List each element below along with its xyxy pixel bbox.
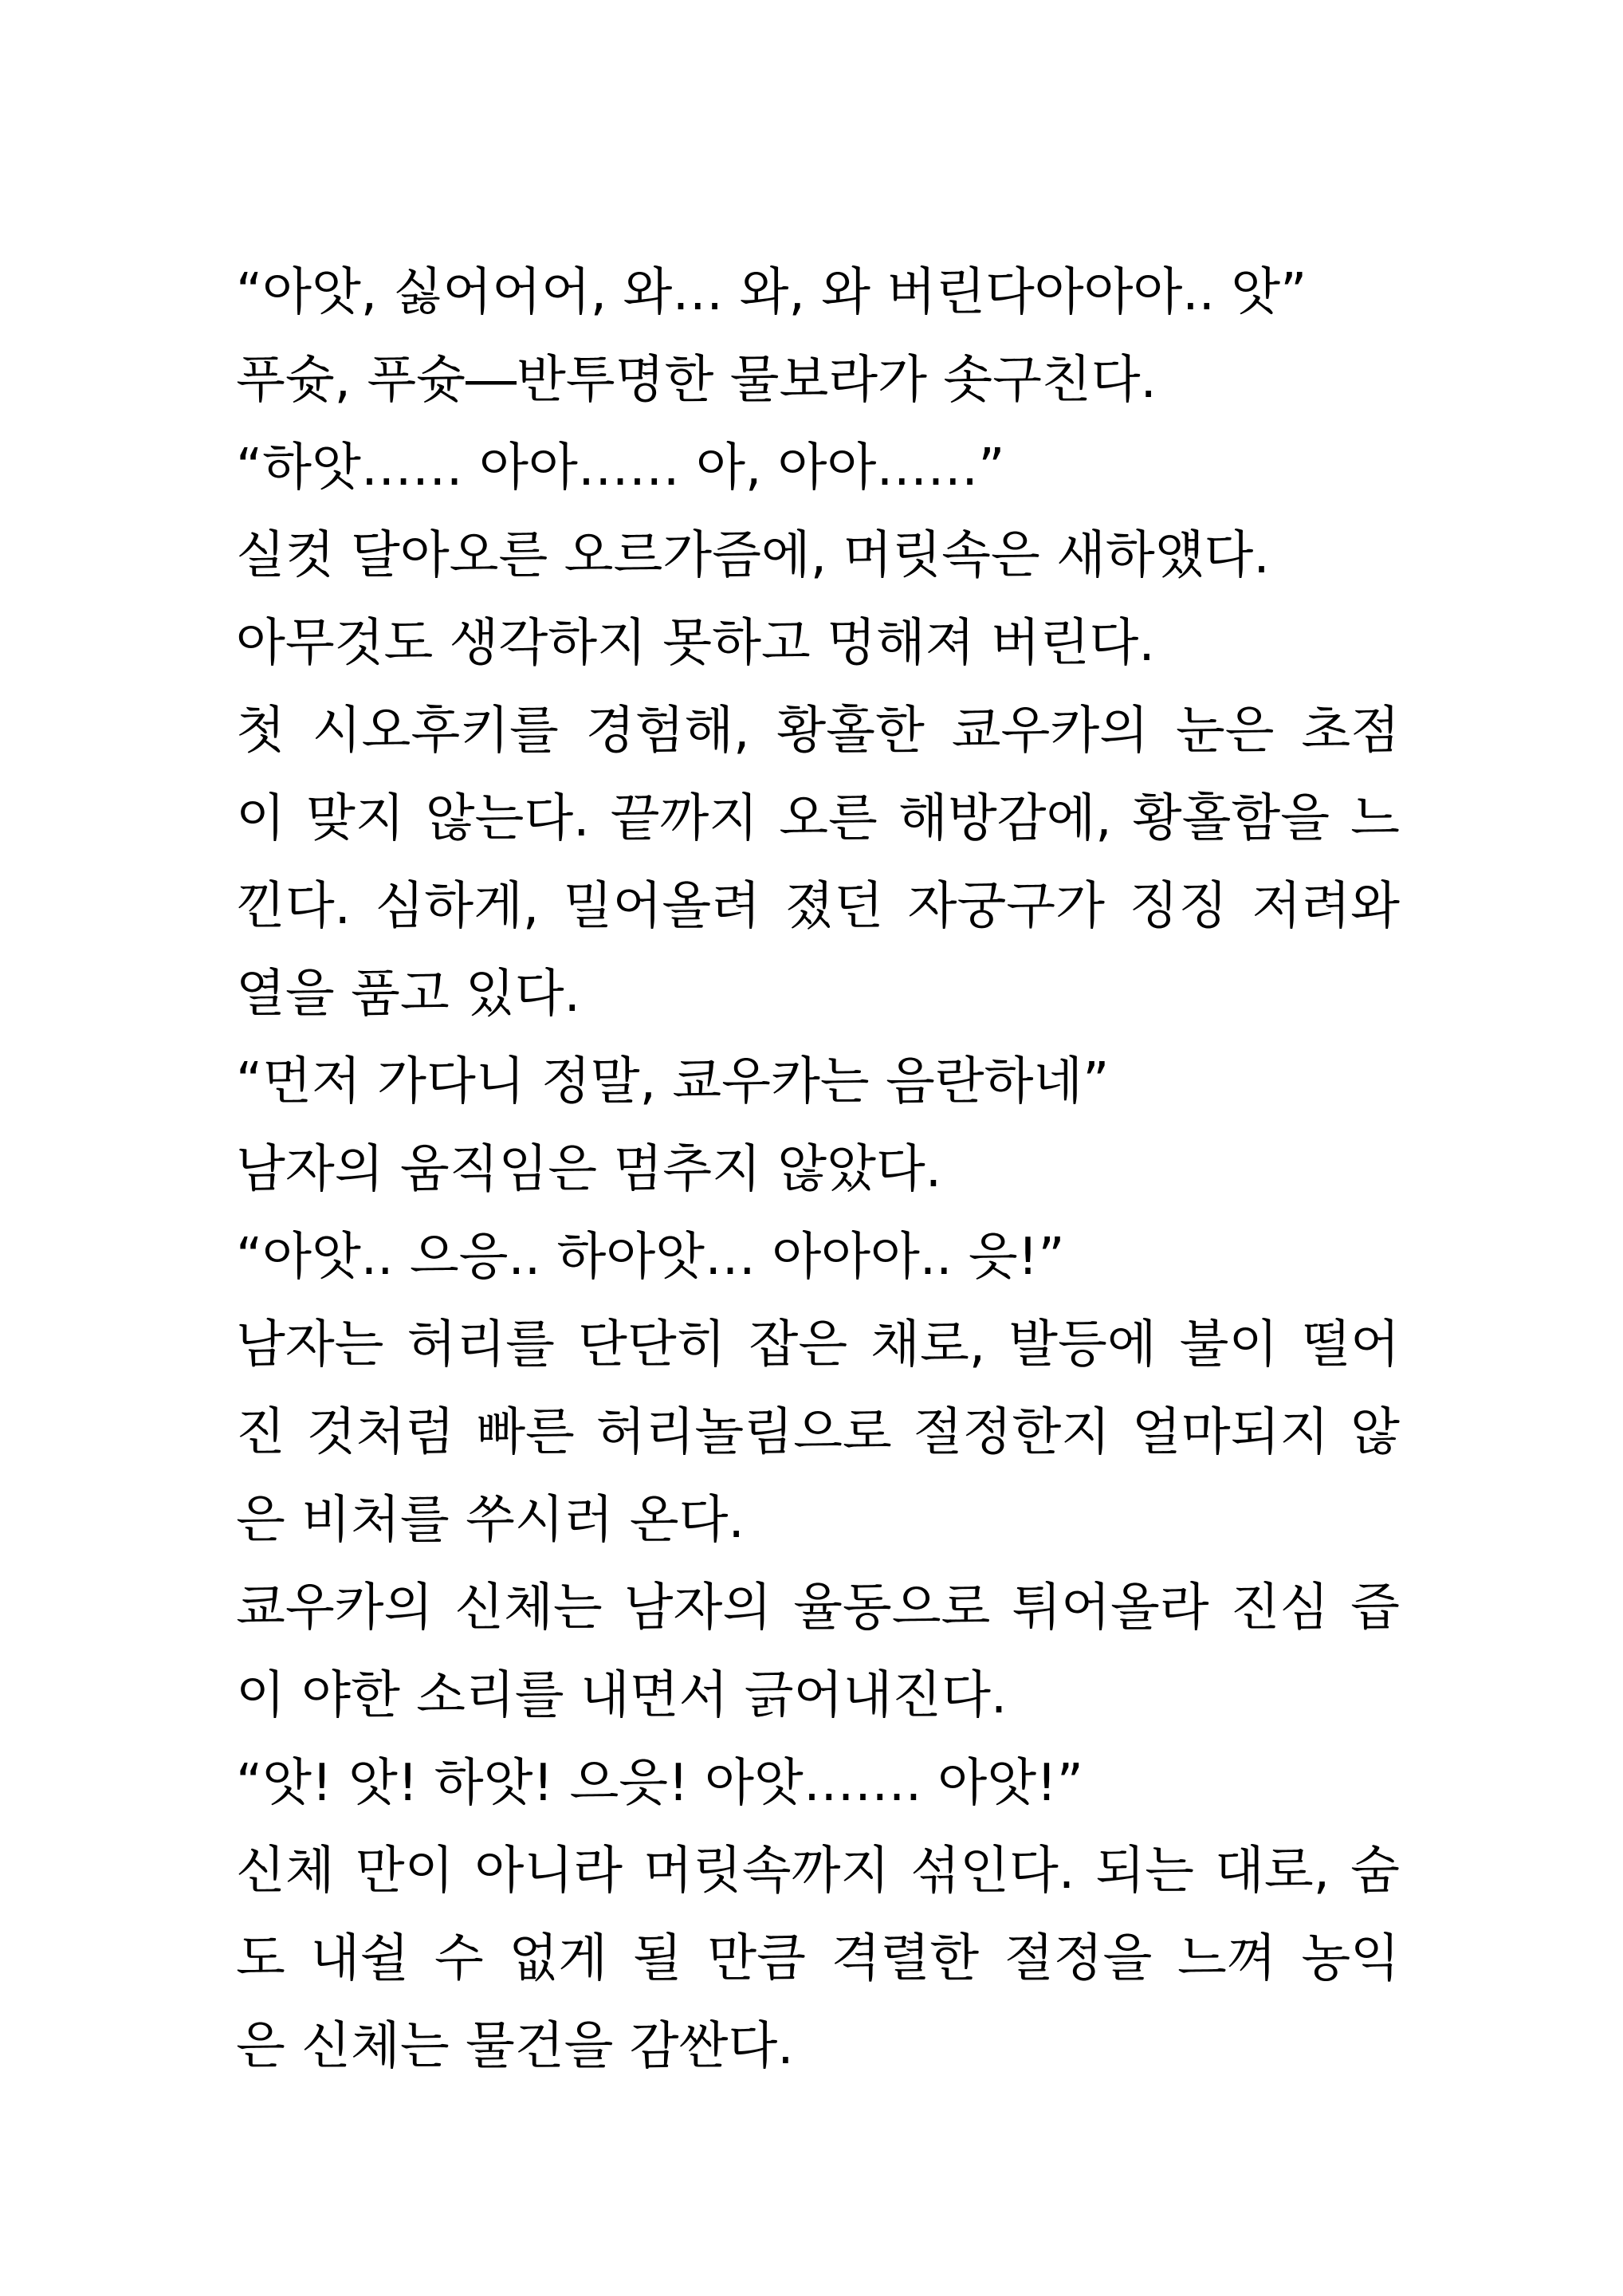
text-line: “아앗.. 으응.. 하아앗… 아아아.. 읏!”: [236, 1228, 1065, 1287]
text-line: 신체 만이 아니라 머릿속까지 섞인다. 되는 대로, 숨: [236, 1842, 1400, 1901]
text-line: 이 맞지 않는다. 끝까지 오른 해방감에, 황홀함을 느: [236, 789, 1400, 848]
text-line: 낀다. 심하게, 밀어올려 졌던 자궁구가 징징 저려와: [236, 877, 1400, 936]
text-line: 쿄우카의 신체는 남자의 율동으로 튀어올라 진심 즙: [236, 1578, 1400, 1637]
text-line: “먼저 가다니 정말, 쿄우카는 음란하네”: [236, 1052, 1110, 1111]
text-line: 도 내쉴 수 없게 될 만큼 격렬한 절정을 느껴 농익: [236, 1929, 1400, 1988]
text-line: 남자는 허리를 단단히 잡은 채로, 발등에 불이 떨어: [236, 1315, 1400, 1374]
text-line: “앗! 앗! 하앗! 으읏! 아앗……. 아앗!”: [236, 1754, 1083, 1813]
body-text: [236, 249, 1400, 2090]
text-line: 은 신체는 물건을 감싼다.: [236, 2017, 794, 2076]
text-line: 진 것처럼 빠른 허리놀림으로 절정한지 얼마되지 않: [236, 1403, 1400, 1462]
text-line: 실컷 달아오른 오르가즘에, 머릿속은 새하얬다.: [236, 526, 1270, 585]
text-line: 은 비처를 쑤시러 온다.: [236, 1491, 745, 1550]
text-line: “아앗, 싫어어어, 와… 와, 와 버린다아아아.. 앗”: [236, 263, 1307, 322]
text-line: 아무것도 생각하지 못하고 멍해져 버린다.: [236, 614, 1155, 673]
text-line: 열을 품고 있다.: [236, 965, 580, 1024]
text-line: 남자의 움직임은 멈추지 않았다.: [236, 1140, 942, 1199]
text-line: 첫 시오후키를 경험해, 황홀한 쿄우카의 눈은 초점: [236, 702, 1400, 761]
text-line: 이 야한 소리를 내면서 긁어내진다.: [236, 1666, 1008, 1725]
text-line: 푸슛, 푸슛―반투명한 물보라가 솟구친다.: [236, 351, 1157, 410]
text-line: “하앗…… 아아…… 아, 아아……”: [236, 438, 1005, 497]
